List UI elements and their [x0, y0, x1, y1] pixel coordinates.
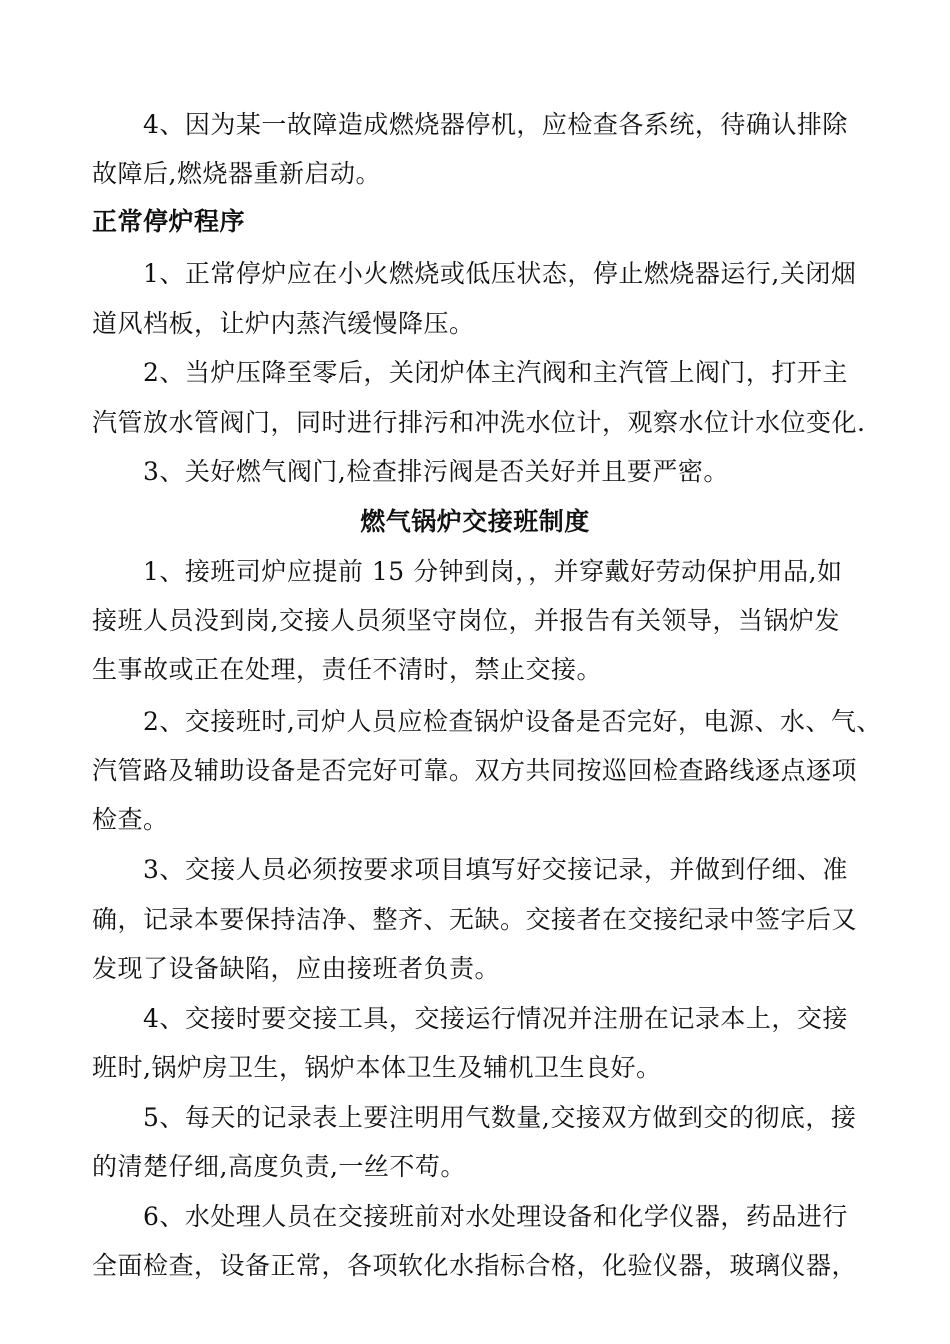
paragraph-line: 6、水处理人员在交接班前对水处理设备和化学仪器，药品进行: [143, 1202, 848, 1231]
paragraph-line: 的清楚仔细,高度负责,一丝不苟。: [92, 1152, 466, 1181]
paragraph-line: 1、接班司炉应提前 15 分钟到岗，，并穿戴好劳动保护用品,如: [143, 557, 843, 586]
paragraph-line: 3、关好燃气阀门,检查排污阀是否关好并且要严密。: [143, 457, 729, 486]
document-title: 燃气锅炉交接班制度: [360, 507, 590, 536]
paragraph-line: 3、交接人员必须按要求项目填写好交接记录，并做到仔细、准: [143, 855, 848, 884]
section-heading: 正常停炉程序: [92, 207, 246, 236]
paragraph-line: 生事故或正在处理，责任不清时，禁止交接。: [92, 655, 603, 684]
paragraph-line: 全面检查，设备正常，各项软化水指标合格，化验仪器，玻璃仪器，: [92, 1251, 858, 1280]
paragraph-line: 1、正常停炉应在小火燃烧或低压状态，停止燃烧器运行,关闭烟: [143, 259, 857, 288]
paragraph-line: 班时,锅炉房卫生，锅炉本体卫生及辅机卫生良好。: [92, 1053, 662, 1082]
paragraph-line: 2、当炉压降至零后，关闭炉体主汽阀和主汽管上阀门，打开主: [143, 358, 848, 387]
paragraph-line: 汽管路及辅助设备是否完好可靠。双方共同按巡回检查路线逐点逐项: [92, 756, 858, 785]
paragraph-line: 检查。: [92, 805, 169, 834]
paragraph-line: 4、因为某一故障造成燃烧器停机，应检查各系统，待确认排除: [143, 110, 848, 139]
paragraph-line: 汽管放水管阀门，同时进行排污和冲洗水位计，观察水位计水位变化.: [92, 408, 866, 437]
paragraph-line: 发现了设备缺陷，应由接班者负责。: [92, 954, 501, 983]
paragraph-line: 4、交接时要交接工具，交接运行情况并注册在记录本上，交接: [143, 1004, 848, 1033]
paragraph-line: 故障后,燃烧器重新启动。: [92, 159, 381, 188]
paragraph-line: 5、每天的记录表上要注明用气数量,交接双方做到交的彻底，接: [143, 1103, 857, 1132]
paragraph-line: 道风档板，让炉内蒸汽缓慢降压。: [92, 309, 475, 338]
paragraph-line: 2、交接班时,司炉人员应检查锅炉设备是否完好，电源、水、气、: [143, 707, 882, 736]
paragraph-line: 确，记录本要保持洁净、整齐、无缺。交接者在交接纪录中签字后又: [92, 905, 858, 934]
paragraph-line: 接班人员没到岗,交接人员须坚守岗位，并报告有关领导，当锅炉发: [92, 606, 840, 635]
